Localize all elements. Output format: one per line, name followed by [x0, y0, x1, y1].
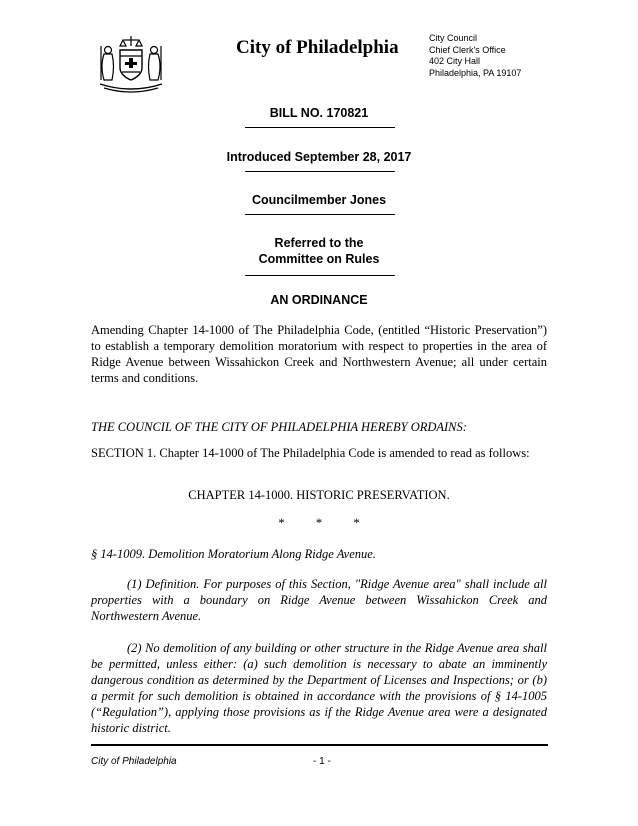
- footer-divider: [91, 744, 548, 746]
- address-line: Philadelphia, PA 19107: [429, 67, 522, 78]
- omission-asterisks: * * *: [278, 516, 360, 530]
- address-line: 402 City Hall: [429, 56, 481, 66]
- introduced-date: Introduced September 28, 2017: [226, 150, 412, 164]
- clerk-address: [429, 33, 521, 79]
- ordinance-type: AN ORDINANCE: [270, 293, 368, 307]
- footer-city: City of Philadelphia: [91, 756, 177, 767]
- page-number: - 1 -: [313, 756, 331, 767]
- bill-summary: Amending Chapter 14-1000 of The Philadelphia Code, (entitled “Historic Preservation”) to establish a temporary demolition moratorium with respect to properties in the area of Ridge Avenue between Wissahickon Creek and Northwestern Avenue; all under certain terms and conditions.: [91, 323, 547, 385]
- address-line: Chief Clerk's Office: [429, 44, 506, 55]
- section-1: SECTION 1. Chapter 14-1000 of The Philadelphia Code is amended to read as follows:: [91, 446, 530, 460]
- referral: [0, 235, 638, 267]
- paragraph-1: (1) Definition. For purposes of this Section, "Ridge Avenue area" shall include all properties with a boundary on Ridge Avenue between Wissahickon Creek and Northwestern Avenue.: [91, 577, 547, 623]
- divider: [245, 214, 395, 215]
- bill-number: BILL NO. 170821: [269, 106, 369, 120]
- ordains-clause: THE COUNCIL OF THE CITY OF PHILADELPHIA HEREBY ORDAINS:: [91, 420, 467, 434]
- divider: [245, 127, 395, 128]
- subsection-title: § 14-1009. Demolition Moratorium Along Ridge Avenue.: [91, 547, 376, 561]
- paragraph-2: (2) No demolition of any building or other structure in the Ridge Avenue area shall be permitted, unless either: (a) such demolition is necessary to abate an imminently dangerous condition as determined by the Department of Licenses and Inspections; or (b) a permit for such demolition is obtained in accordance with the provisions of § 14-1005 (“Regulation”), applying those provisions as if the Ridge Avenue area were a designated historic district.: [91, 641, 547, 735]
- referral-line: Referred to the: [274, 236, 364, 250]
- sponsor: Councilmember Jones: [251, 193, 387, 207]
- divider: [245, 275, 395, 276]
- city-seal-icon: [96, 34, 166, 98]
- address-line: City Council: [429, 33, 478, 43]
- divider: [245, 171, 395, 172]
- referral-line: Committee on Rules: [258, 252, 380, 266]
- chapter-heading: CHAPTER 14-1000. HISTORIC PRESERVATION.: [188, 488, 450, 502]
- city-title: City of Philadelphia: [236, 37, 399, 58]
